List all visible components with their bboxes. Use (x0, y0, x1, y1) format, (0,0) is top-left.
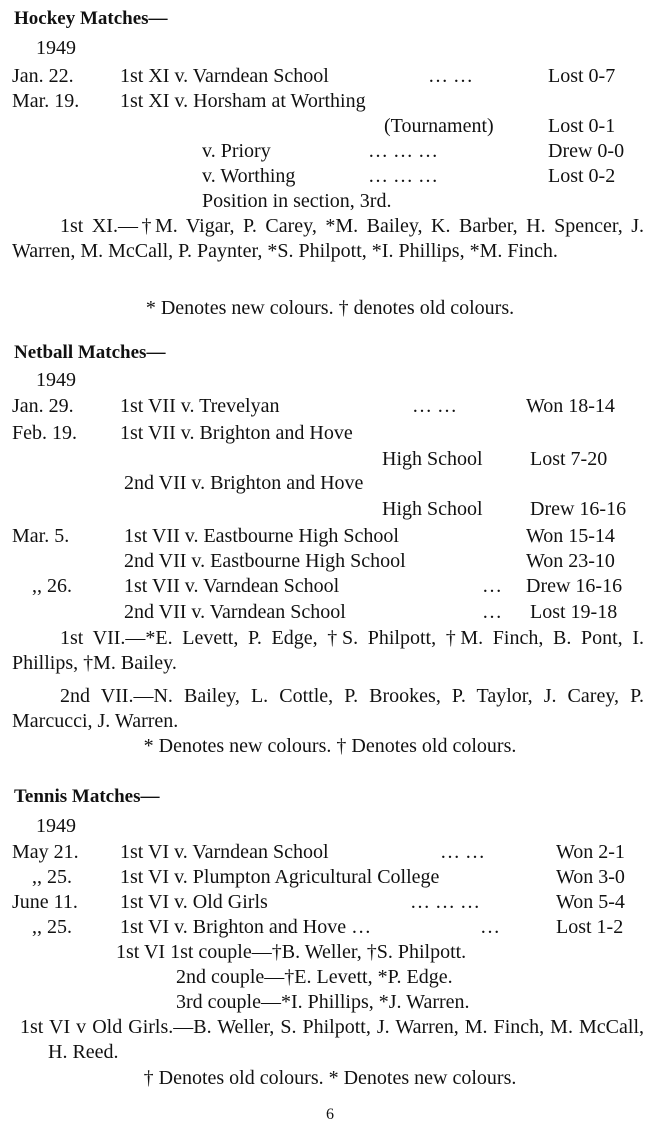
leader-dots: … … (440, 841, 485, 863)
first-couple: 1st VI 1st couple—†B. Weller, †S. Philpott. (116, 941, 467, 963)
leader-dots: … … … (410, 891, 480, 913)
match-description: High School (382, 448, 483, 470)
section-heading: Hockey Matches— (14, 8, 168, 29)
match-row (0, 600, 660, 625)
match-description: 1st VI v. Old Girls (120, 891, 268, 913)
year: 1949 (36, 37, 76, 59)
section-heading: Netball Matches— (14, 342, 166, 363)
match-description: 1st XI v. Varndean School (120, 65, 329, 87)
leader-dots: … … (412, 395, 457, 417)
match-description: 2nd VII v. Eastbourne High School (124, 550, 406, 572)
match-date: Jan. 22. (12, 65, 74, 87)
year: 1949 (36, 815, 76, 837)
match-result: Won 18-14 (526, 395, 615, 417)
year-line (0, 36, 660, 61)
match-row (0, 524, 660, 549)
team-list: 1st XI.—†M. Vigar, P. Carey, *M. Bailey, K. Barber, H. Spencer, J. Warren, M. McCall, P. Paynter, *S. Philpott, *I. Phillips, *M. Finch. (12, 215, 644, 262)
match-result: Drew 0-0 (548, 140, 625, 162)
first-team-list: 1st VII.—*E. Levett, P. Edge, †S. Philpott, †M. Finch, B. Pont, I. Phillips, †M. Bailey. (12, 627, 644, 674)
match-row (0, 915, 660, 940)
match-result: Won 5-4 (556, 891, 625, 913)
match-row (0, 394, 660, 419)
match-description: (Tournament) (384, 115, 494, 137)
match-description: 1st VII v. Trevelyan (120, 395, 280, 417)
match-result: Drew 16-16 (526, 575, 623, 597)
page-number: 6 (326, 1106, 334, 1123)
match-row (0, 549, 660, 574)
match-row (0, 189, 660, 214)
match-date: Mar. 19. (12, 90, 80, 112)
match-result: Won 15-14 (526, 525, 615, 547)
leader-dots: … … … (368, 140, 438, 162)
year: 1949 (36, 369, 76, 391)
match-row (0, 89, 660, 114)
match-row (0, 139, 660, 164)
second-couple: 2nd couple—†E. Levett, *P. Edge. (176, 966, 453, 988)
year-line (0, 814, 660, 839)
colours-note: * Denotes new colours. † denotes old colours. (145, 297, 515, 319)
match-description: 1st VI v. Varndean School (120, 841, 329, 863)
match-description: 1st VI v. Plumpton Agricultural College (120, 866, 440, 888)
match-description: 1st VII v. Varndean School (124, 575, 340, 597)
match-description: 1st XI v. Horsham at Worthing (120, 90, 366, 112)
leader-dots: … … … (368, 165, 438, 187)
match-row (0, 114, 660, 139)
match-row (0, 497, 660, 522)
match-date: ,, 26. (32, 575, 72, 597)
second-team-list: 2nd VII.—N. Bailey, L. Cottle, P. Brookes, P. Taylor, J. Carey, P. Marcucci, J. Warren. (12, 685, 644, 732)
match-result: Won 3-0 (556, 866, 625, 888)
colours-note: * Denotes new colours. † Denotes old colours. (143, 735, 517, 757)
match-result: Lost 0-2 (548, 165, 616, 187)
match-description: Position in section, 3rd. (202, 190, 392, 212)
match-row (0, 471, 660, 496)
match-result: Lost 19-18 (530, 601, 618, 623)
match-description: 1st VI v. Brighton and Hove … (120, 916, 372, 938)
match-row (0, 890, 660, 915)
match-row (0, 164, 660, 189)
match-result: Lost 0-1 (548, 115, 616, 137)
couple-line (0, 990, 660, 1015)
third-couple: 3rd couple—*I. Phillips, *J. Warren. (176, 991, 470, 1013)
match-row (0, 574, 660, 599)
match-date: ,, 25. (32, 916, 72, 938)
match-result: Lost 1-2 (556, 916, 624, 938)
match-date: Jan. 29. (12, 395, 74, 417)
match-date: June 11. (12, 891, 78, 913)
leader-dots: … … (428, 65, 473, 87)
match-date: Mar. 5. (12, 525, 70, 547)
match-result: Won 2-1 (556, 841, 625, 863)
match-description: High School (382, 498, 483, 520)
match-result: Drew 16-16 (530, 498, 627, 520)
old-girls-team-list: 1st VI v Old Girls.—B. Weller, S. Philpott, J. Warren, M. Finch, M. McCall, H. Reed. (20, 1016, 644, 1063)
match-description: v. Worthing (202, 165, 296, 187)
match-row (0, 64, 660, 89)
match-result: Lost 7-20 (530, 448, 608, 470)
match-row (0, 840, 660, 865)
colours-note: † Denotes old colours. * Denotes new colours. (143, 1067, 517, 1089)
match-row (0, 865, 660, 890)
match-date: ,, 25. (32, 866, 72, 888)
match-date: Feb. 19. (12, 422, 77, 444)
section-heading: Tennis Matches— (14, 786, 160, 807)
leader-dots: … (482, 575, 502, 597)
match-description: v. Priory (202, 140, 271, 162)
match-description: 2nd VII v. Varndean School (124, 601, 346, 623)
year-line (0, 368, 660, 393)
match-row (0, 447, 660, 472)
couple-line (0, 965, 660, 990)
match-description: 1st VII v. Brighton and Hove (120, 422, 353, 444)
match-description: 2nd VII v. Brighton and Hove (124, 472, 364, 494)
leader-dots: … (480, 916, 500, 938)
match-date: May 21. (12, 841, 79, 863)
couple-line (0, 940, 660, 965)
match-row (0, 421, 660, 446)
match-result: Won 23-10 (526, 550, 615, 572)
match-result: Lost 0-7 (548, 65, 616, 87)
match-description: 1st VII v. Eastbourne High School (124, 525, 399, 547)
leader-dots: … (482, 601, 502, 623)
